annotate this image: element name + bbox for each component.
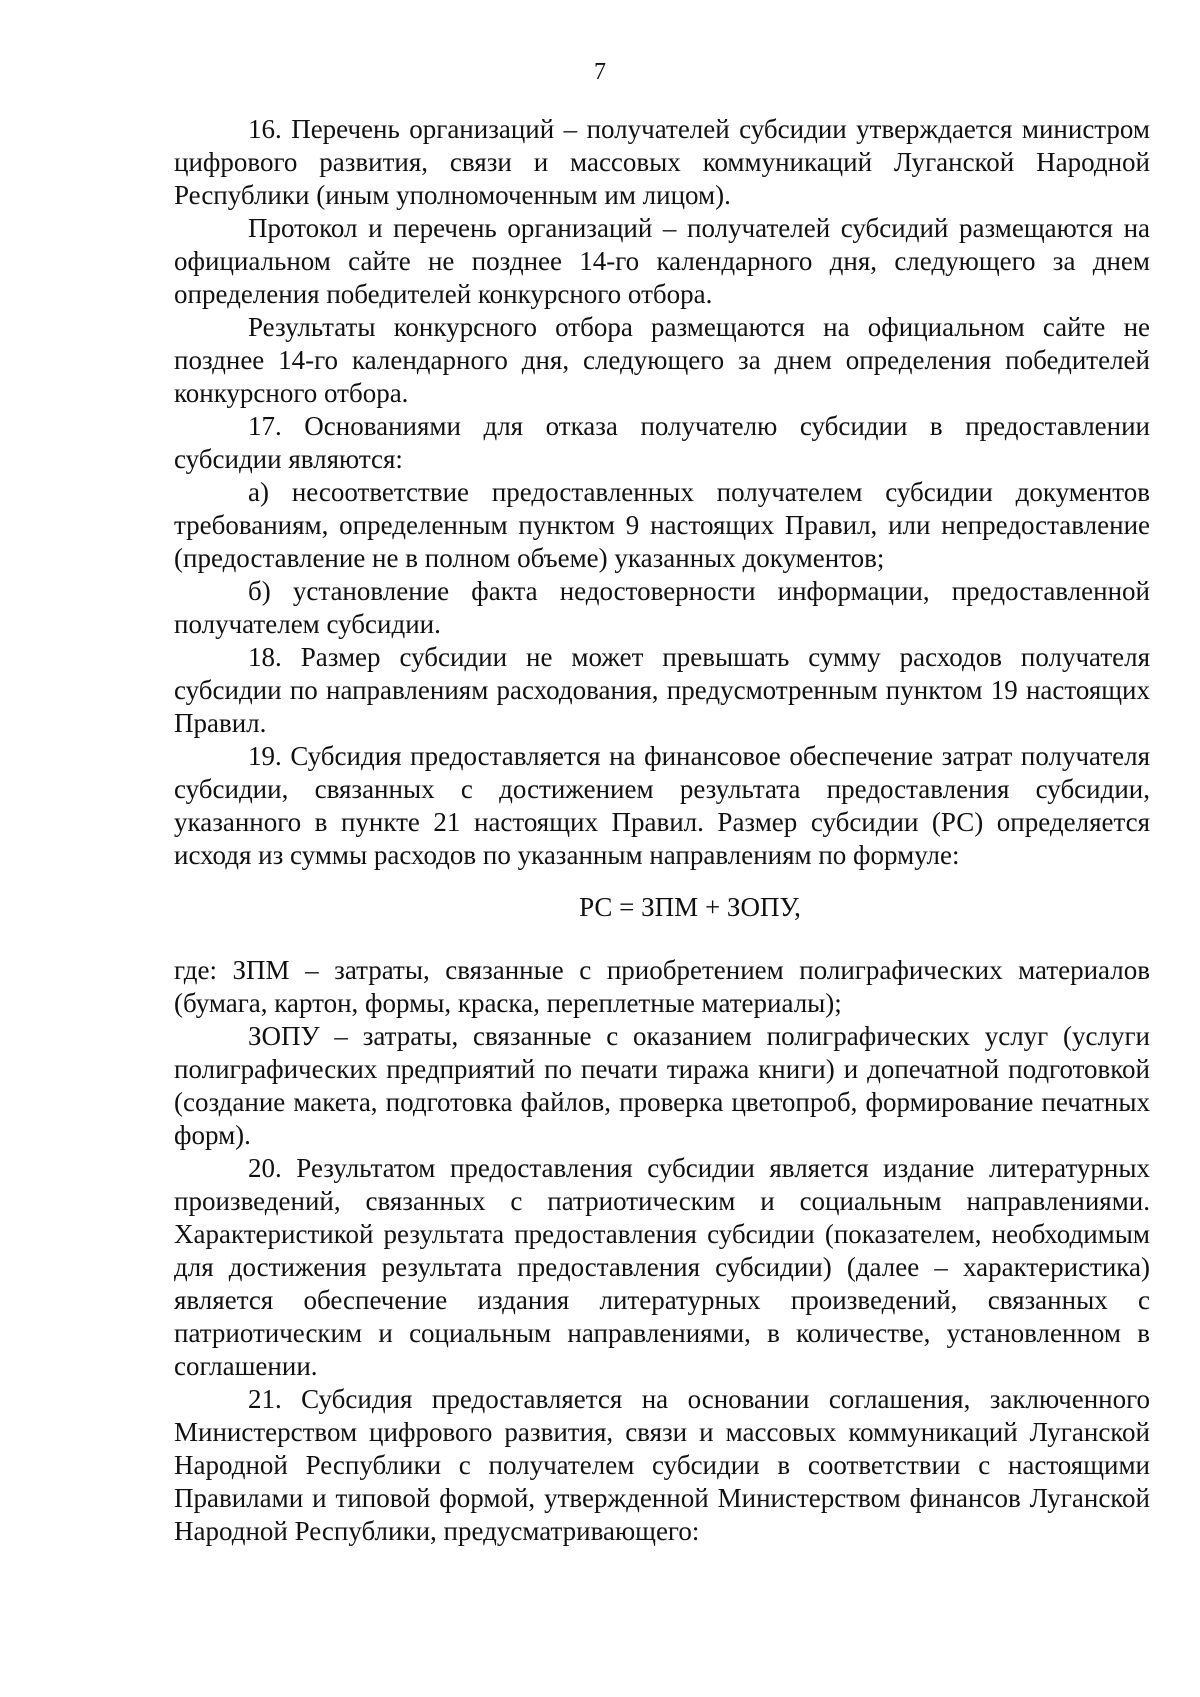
paragraph-21: 21. Субсидия предоставляется на основании соглашения, заключенного Министерством цифрового развития, связи и массовых коммуникаций Луганской Народной Республики с получателем субсидии в соответствии с настоящими Правилами и типовой формой, утвержденной Министерством финансов Луганской Народной Республики, предусматривающего: [174,1384,1150,1546]
formula-definition-zopu: ЗОПУ – затраты, связанные с оказанием полиграфических услуг (услуги полиграфических предприятий по печати тиража книги) и допечатной подготовкой (создание макета, подготовка файлов, проверка цветопроб, формирование печатных форм). [174,1021,1150,1150]
paragraph-17-a: а) несоответствие предоставленных получателем субсидии документов требованиям, определенным пунктом 9 настоящих Правил, или непредоставление (предоставление не в полном объеме) указанных документов; [174,477,1150,573]
page-number: 7 [594,59,606,85]
paragraph-17-b: б) установление факта недостоверности информации, предоставленной получателем субсидии. [174,576,1150,639]
document-body [174,113,1150,1548]
paragraph-18: 18. Размер субсидии не может превышать сумму расходов получателя субсидии по направлениям расходования, предусмотренным пунктом 19 настоящих Правил. [174,642,1150,738]
paragraph-results: Результаты конкурсного отбора размещаются на официальном сайте не позднее 14-го календарного дня, следующего за днем определения победителей конкурсного отбора. [174,312,1150,408]
paragraph-17: 17. Основаниями для отказа получателю субсидии в предоставлении субсидии являются: [174,411,1150,474]
paragraph-protocol: Протокол и перечень организаций – получателей субсидий размещаются на официальном сайте не позднее 14-го календарного дня, следующего за днем определения победителей конкурсного отбора. [174,213,1150,309]
formula-definition-zpm: где: ЗПМ – затраты, связанные с приобретением полиграфических материалов (бумага, картон, формы, краска, переплетные материалы); [174,955,1150,1018]
paragraph-20: 20. Результатом предоставления субсидии является издание литературных произведений, связанных с патриотическим и социальным направлениями. Характеристикой результата предоставления субсидии (показателем, необходимым для достижения результата предоставления субсидии) (далее – характеристика) является обеспечение издания литературных произведений, связанных с патриотическим и социальным направлениями, в количестве, установленном в соглашении. [174,1153,1150,1381]
paragraph-19: 19. Субсидия предоставляется на финансовое обеспечение затрат получателя субсидии, связанных с достижением результата предоставления субсидии, указанного в пункте 21 настоящих Правил. Размер субсидии (РС) определяется исходя из суммы расходов по указанным направлениям по формуле: [174,741,1150,870]
subsidy-formula: РС = ЗПМ + ЗОПУ, [579,892,801,922]
paragraph-16: 16. Перечень организаций – получателей субсидии утверждается министром цифрового развития, связи и массовых коммуникаций Луганской Народной Республики (иным уполномоченным им лицом). [174,114,1150,210]
